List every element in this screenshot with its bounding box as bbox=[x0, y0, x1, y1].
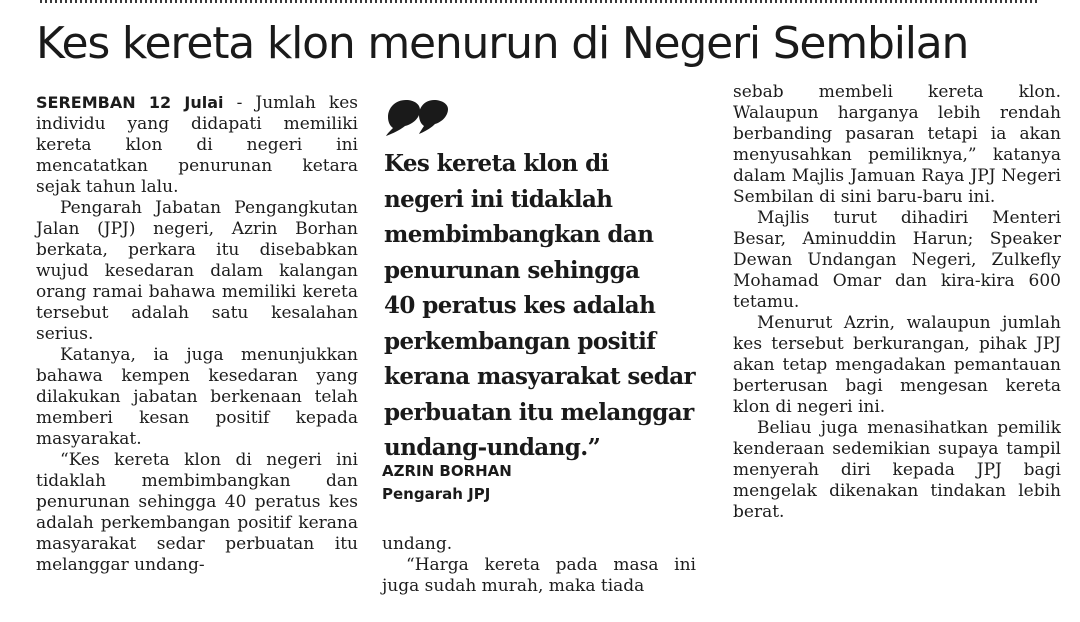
pull-quote-line: perkembangan positif bbox=[384, 327, 656, 355]
quote-mark-icon bbox=[382, 96, 450, 143]
pull-quote-line: 40 peratus kes adalah bbox=[384, 292, 656, 319]
article-column-3 bbox=[733, 82, 1061, 523]
pull-quote-line: Kes kereta klon di bbox=[384, 150, 609, 177]
quote-attribution-role: Pengarah JPJ bbox=[382, 485, 491, 503]
paragraph: Pengarah Jabatan Pengangkutan Jalan (JPJ) negeri, Azrin Borhan berkata, perkara itu disebabkan wujud kesedaran dalam kalangan orang ramai bahawa memiliki kereta tersebut adalah satu kesalahan serius. bbox=[36, 198, 358, 344]
article-column-1 bbox=[36, 92, 358, 576]
quote-mark-icon bbox=[382, 96, 450, 138]
paragraph: undang. bbox=[382, 534, 453, 554]
pull-quote-line: kerana masyarakat sedar bbox=[384, 363, 696, 390]
paragraph: “Harga kereta pada masa ini juga sudah murah, maka tiada bbox=[382, 555, 696, 596]
paragraph: Majlis turut dihadiri Menteri Besar, Aminuddin Harun; Speaker Dewan Undangan Negeri, Zulkefly Mohamad Omar dan kira-kira 600 tetamu. bbox=[733, 208, 1061, 312]
pull-quote-line: undang-undang.” bbox=[384, 434, 601, 461]
quote-attribution-name: AZRIN BORHAN bbox=[382, 462, 512, 480]
paragraph: Menurut Azrin, walaupun jumlah kes tersebut berkurangan, pihak JPJ akan tetap mengadakan pemantauan berterusan bagi mengesan kereta klon di negeri ini. bbox=[733, 313, 1061, 417]
pull-quote bbox=[384, 146, 696, 466]
pull-quote-line: perbuatan itu melanggar bbox=[384, 398, 694, 426]
pull-quote-line: negeri ini tidaklah bbox=[384, 185, 613, 213]
top-rule bbox=[40, 0, 1040, 3]
headline: Kes kereta klon menurun di Negeri Sembilan bbox=[36, 18, 969, 69]
paragraph: sebab membeli kereta klon. Walaupun harganya lebih rendah berbanding pasaran tetapi ia akan menyusahkan pemiliknya,” katanya dalam Majlis Jamuan Raya JPJ Negeri Sembilan di sini baru-baru ini. bbox=[733, 82, 1061, 207]
pull-quote-line: penurunan sehingga bbox=[384, 256, 640, 284]
paragraph: “Kes kereta klon di negeri ini tidaklah membimbangkan dan penurunan sehingga 40 peratus kes adalah perkembangan positif kerana masyarakat sedar perbuatan itu melanggar undang- bbox=[36, 450, 358, 575]
article-column-2 bbox=[382, 534, 696, 597]
pull-quote-line: membimbangkan dan bbox=[384, 221, 654, 248]
paragraph-text: - Jumlah kes individu yang didapati memiliki kereta klon di negeri ini mencatatkan penurunan ketara sejak tahun lalu. bbox=[36, 93, 358, 197]
paragraph: Katanya, ia juga menunjukkan bahawa kempen kesedaran yang dilakukan jabatan berkenaan telah memberi kesan positif kepada masyarakat. bbox=[36, 345, 358, 449]
paragraph bbox=[36, 92, 358, 198]
paragraph: Beliau juga menasihatkan pemilik kenderaan sedemikian supaya tampil menyerah diri kepada JPJ bagi mengelak dikenakan tindakan lebih berat. bbox=[733, 418, 1061, 522]
dateline: SEREMBAN 12 Julai bbox=[36, 93, 224, 112]
